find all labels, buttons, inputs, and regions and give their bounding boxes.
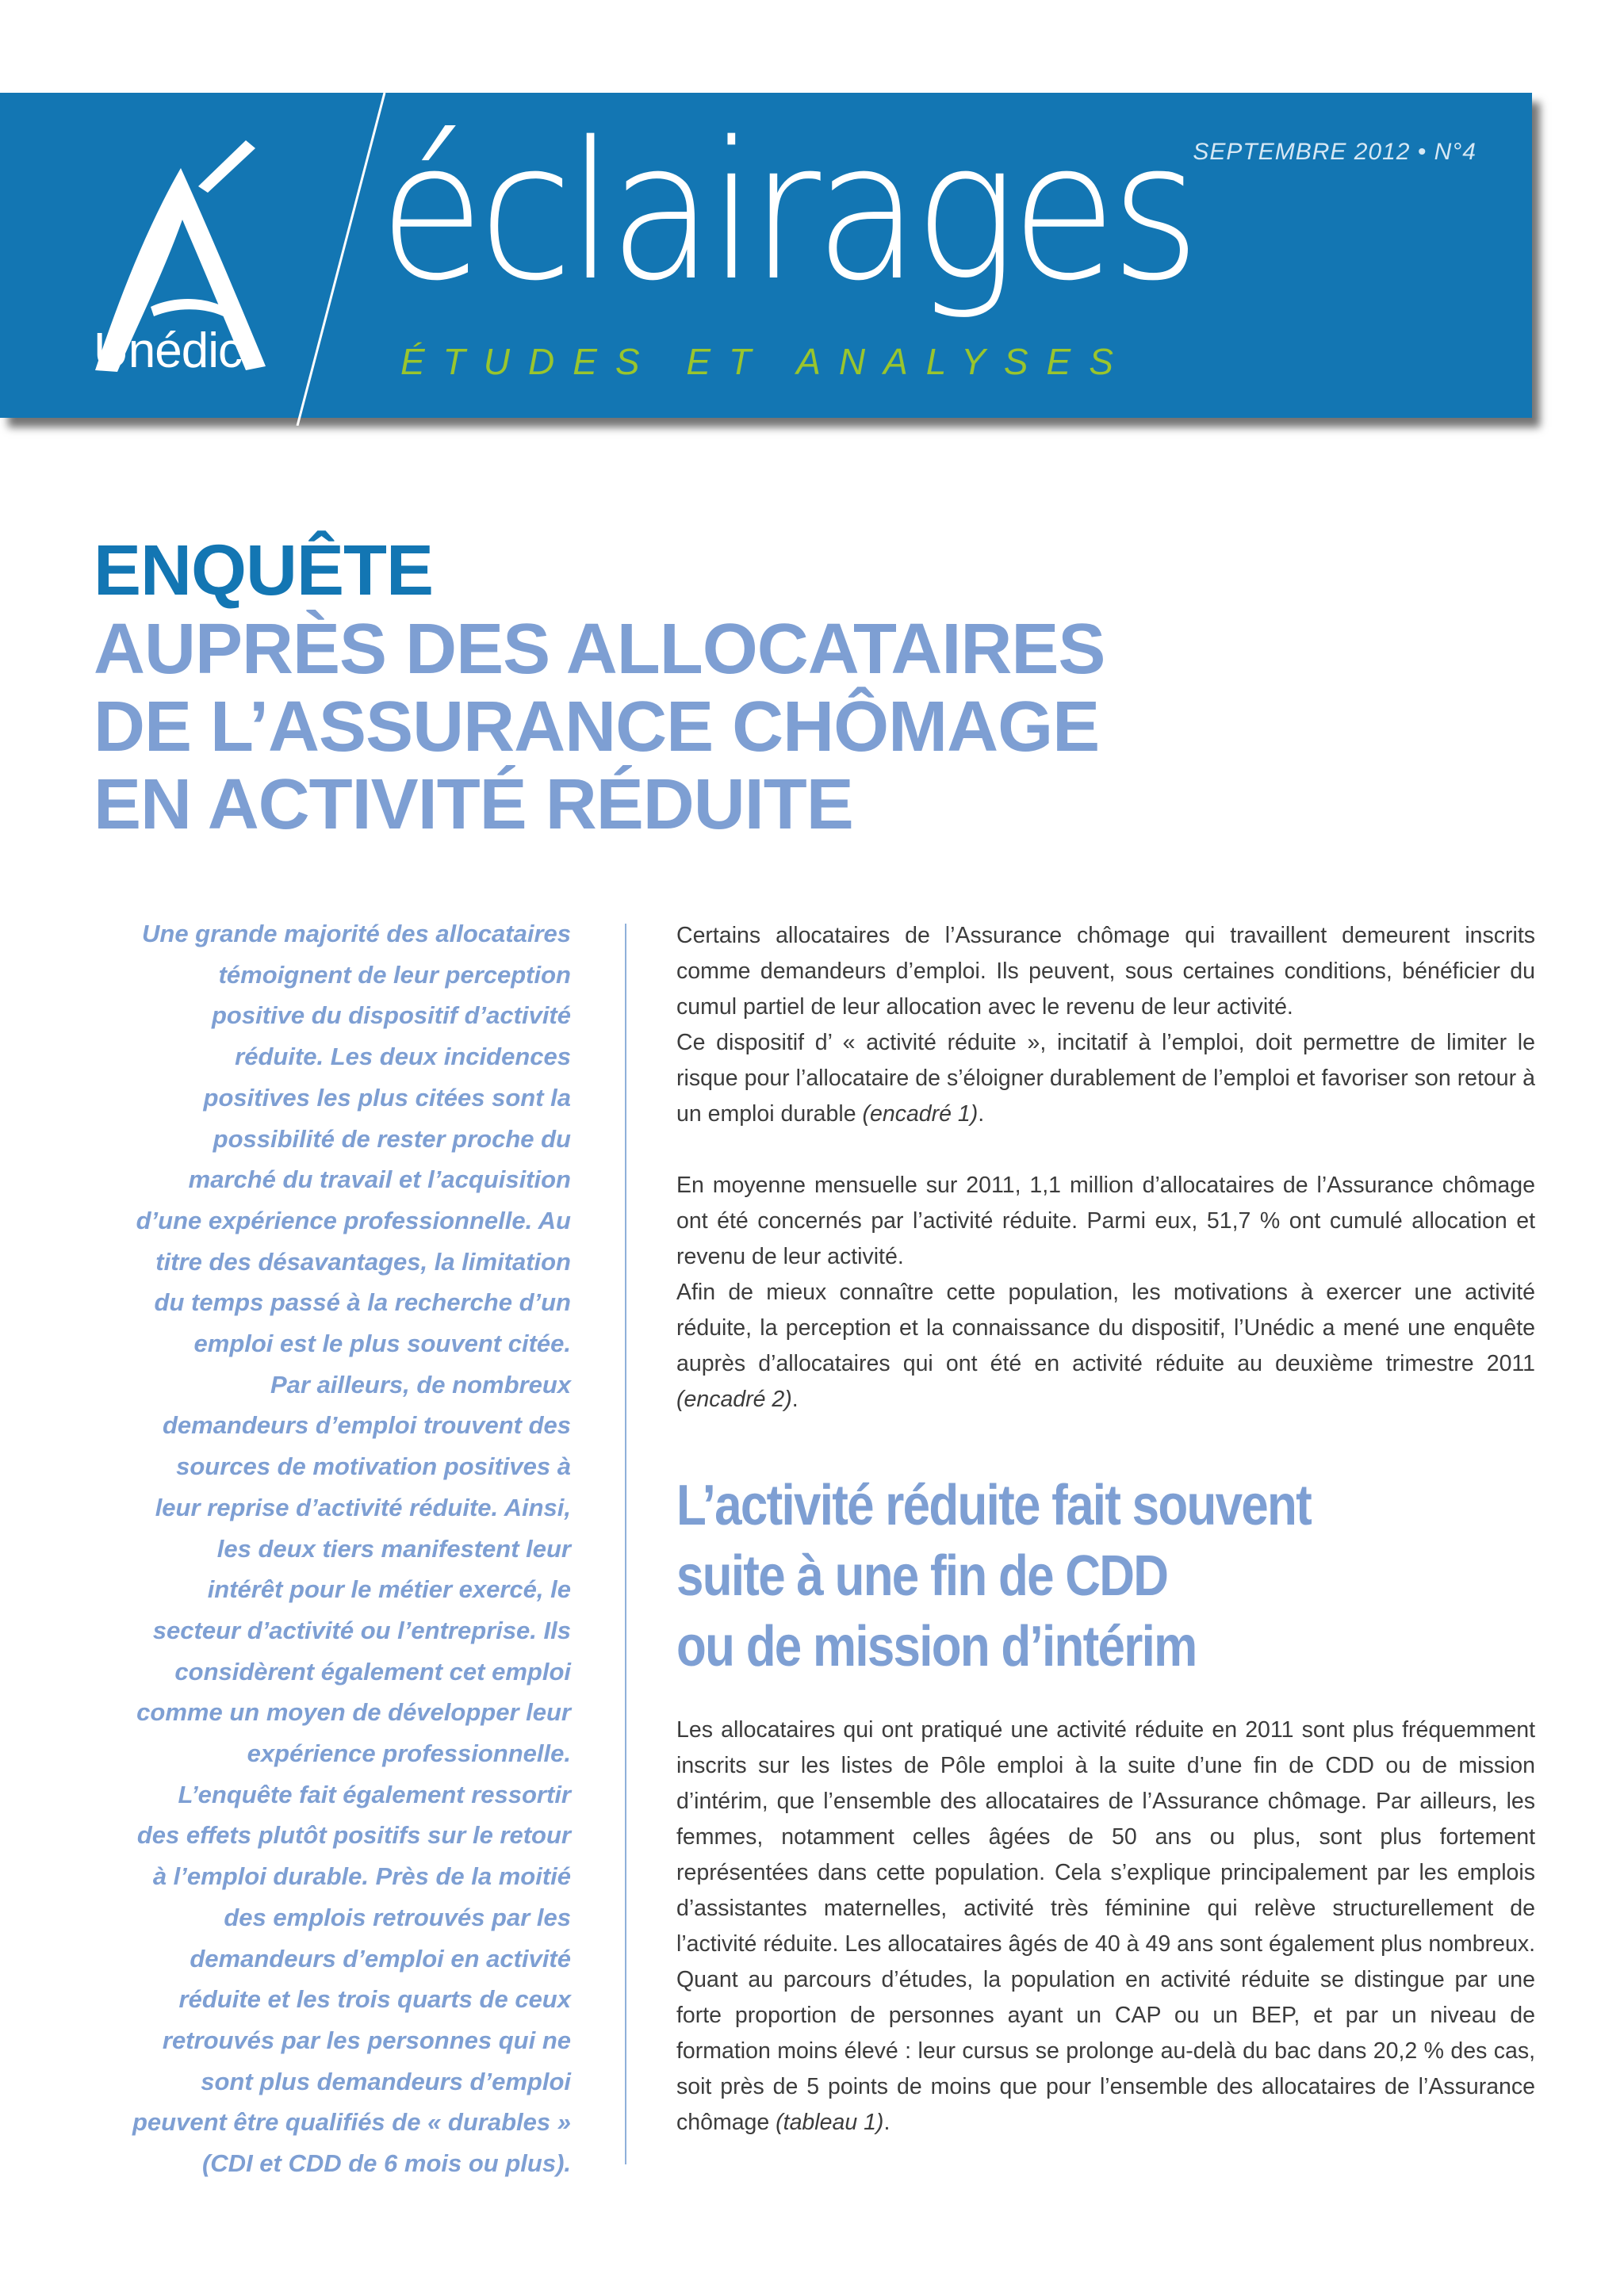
page-title: ENQUÊTE (94, 531, 434, 610)
paragraph-text: Les allocataires qui ont pratiqué une activité réduite en 2011 sont plus fréquemment inscrits sur les listes de Pôle emploi à la suite d’une fin de CDD ou de mission d’intérim, que l’ensemble des allocataires de l’Assurance chômage. Par ailleurs, les femmes, notamment celles âgées de 50 ans ou plus, sont plus fortement représentées dans cette population. Cela s’explique principalement par les emplois d’assistantes maternelles, activité très féminine qui relève structurellement de l’activité réduite. Les allocataires âgés de 40 à 49 ans sont également plus nombreux. Quant au parcours d’études, la population en activité réduite se distingue par une forte proportion de personnes ayant un CAP ou un BEP, et par un niveau de formation moins élevé : leur cursus se prolonge au-delà du bac dans 20,2 % des cas, soit près de 5 points de moins que pour l’ensemble des allocataires de l’Assurance chômage (676, 1717, 1535, 2135)
summary-line: emploi est le plus souvent citée. (193, 1330, 571, 1358)
subtitle-line: DE L’ASSURANCE CHÔMAGE (94, 687, 1100, 767)
summary-line: témoignent de leur perception (218, 960, 571, 989)
punctuation: . (978, 1101, 985, 1127)
summary-line: sont plus demandeurs d’emploi (201, 2067, 571, 2095)
intro-text (676, 918, 1535, 1418)
summary-line: possibilité de rester proche du (213, 1124, 571, 1153)
section-heading-line: L’activité réduite fait souvent (676, 1474, 1312, 1537)
summary-line: à l’emploi durable. Près de la moitié (152, 1862, 571, 1891)
intro-paragraph: Certains allocataires de l’Assurance chômage qui travaillent demeurent inscrits comme demandeurs d’emploi. Ils peuvent, sous certaines conditions, bénéficier du cumul partiel de leur allocation avec le revenu de leur activité. (676, 923, 1535, 1020)
summary-line: retrouvés par les personnes qui ne (162, 2026, 571, 2054)
summary-line: des effets plutôt positifs sur le retour (136, 1821, 571, 1850)
section-heading (676, 1471, 1427, 1682)
summary-line: positive du dispositif d’activité (211, 1001, 571, 1030)
summary-line: considèrent également cet emploi (174, 1657, 571, 1686)
section-heading-line: suite à une fin de CDD (676, 1544, 1168, 1608)
summary-line: titre des désavantages, la limitation (155, 1247, 571, 1276)
summary-line: secteur d’activité ou l’entreprise. Ils (152, 1616, 571, 1644)
summary-line: peuvent être qualifiés de « durables » (132, 2108, 571, 2137)
box-reference: (encadré 2) (676, 1387, 792, 1412)
summary-line: des emplois retrouvés par les (224, 1903, 571, 1931)
punctuation: . (791, 1387, 799, 1412)
header-banner (0, 93, 1532, 418)
table-reference: (tableau 1) (776, 2110, 884, 2135)
summary-line: demandeurs d’emploi en activité (190, 1944, 571, 1973)
summary-line: Par ailleurs, de nombreux (270, 1370, 571, 1399)
summary-line: positives les plus citées sont la (203, 1083, 571, 1112)
punctuation: . (883, 2110, 891, 2135)
intro-paragraph (676, 1025, 1535, 1132)
summary-line: les deux tiers manifestent leur (216, 1534, 571, 1563)
section-body (676, 1712, 1535, 2141)
section-heading-line: ou de mission d’intérim (676, 1615, 1197, 1678)
summary-line: d’une expérience professionnelle. Au (136, 1206, 571, 1234)
logo-text: Unédic (94, 323, 242, 378)
summary-line: réduite et les trois quarts de ceux (178, 1985, 571, 2014)
summary-line: L’enquête fait également ressortir (178, 1780, 571, 1808)
intro-paragraph (676, 1275, 1535, 1418)
summary-line: du temps passé à la recherche d’un (154, 1288, 571, 1317)
column-divider (625, 924, 626, 2164)
paragraph-text: Afin de mieux connaître cette population, les motivations à exercer une activité réduite, la perception et la connaissance du dispositif, l’Unédic a mené une enquête auprès d’allocataires qui ont été en activité réduite au deuxième trimestre 2011 (676, 1280, 1535, 1376)
summary-line: sources de motivation positives à (176, 1452, 571, 1481)
box-reference: (encadré 1) (862, 1101, 979, 1127)
intro-paragraph: En moyenne mensuelle sur 2011, 1,1 million d’allocataires de l’Assurance chômage ont été concernés par l’activité réduite. Parmi eux, 51,7 % ont cumulé allocation et revenu de leur activité. (676, 1173, 1535, 1269)
subtitle-line: AUPRÈS DES ALLOCATAIRES (94, 610, 1105, 689)
summary-line: expérience professionnelle. (247, 1739, 571, 1768)
summary-line: (CDI et CDD de 6 mois ou plus). (201, 2149, 571, 2178)
subtitle-line: EN ACTIVITÉ RÉDUITE (94, 765, 853, 844)
summary-line: leur reprise d’activité réduite. Ainsi, (155, 1493, 571, 1521)
summary-line: marché du travail et l’acquisition (188, 1165, 571, 1194)
summary-line: demandeurs d’emploi trouvent des (162, 1411, 571, 1440)
section-paragraph (676, 1712, 1535, 2141)
page-subtitle (94, 610, 1105, 844)
summary-line: réduite. Les deux incidences (235, 1043, 571, 1071)
issue-date: SEPTEMBRE 2012 • N°4 (1193, 139, 1477, 165)
brand-tagline: ÉTUDES ET ANALYSES (400, 341, 1132, 382)
summary-line: intérêt pour le métier exercé, le (207, 1575, 571, 1604)
summary-line: Une grande majorité des allocataires (142, 920, 571, 947)
summary-abstract (87, 913, 571, 2184)
summary-line: comme un moyen de développer leur (136, 1698, 571, 1727)
paragraph-text: Ce dispositif d’ « activité réduite », incitatif à l’emploi, doit permettre de limiter le risque pour l’allocataire de s’éloigner durablement de l’emploi et favoriser son retour à un emploi durable (676, 1030, 1535, 1127)
brand-title: éclairages (379, 101, 1195, 323)
